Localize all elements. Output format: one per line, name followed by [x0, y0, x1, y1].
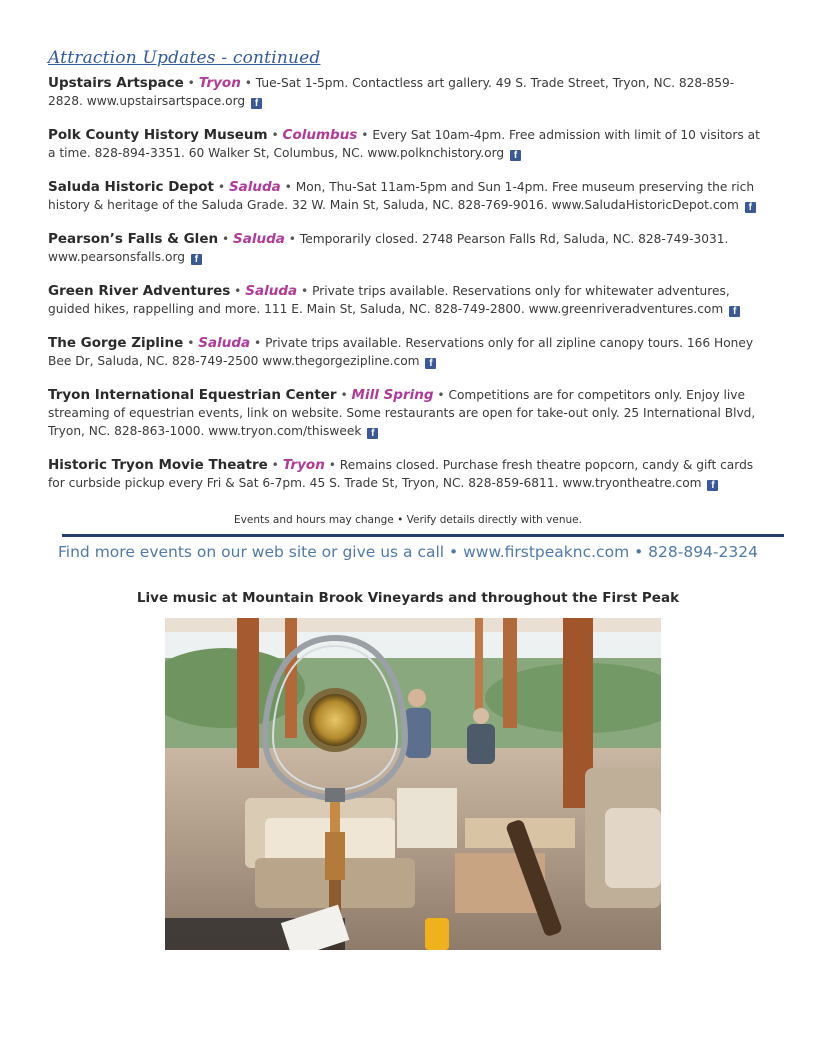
bullet-separator: •	[328, 458, 336, 472]
attraction-town: Saluda	[228, 179, 281, 195]
attraction-town: Tryon	[282, 457, 325, 473]
attraction-name: Historic Tryon Movie Theatre	[48, 457, 268, 473]
bullet-separator: •	[221, 232, 230, 246]
bullet-separator: •	[187, 336, 195, 350]
bullet-separator: •	[300, 284, 309, 298]
attraction-name: Pearson’s Falls & Glen	[48, 231, 219, 247]
facebook-icon[interactable]: f	[367, 428, 378, 439]
attraction-name: Green River Adventures	[48, 283, 231, 299]
attraction-town: Saluda	[198, 335, 251, 351]
facebook-icon[interactable]: f	[191, 254, 202, 265]
photo-illustration	[165, 618, 661, 950]
bullet-separator: •	[288, 232, 296, 246]
bullet-separator: •	[284, 180, 292, 194]
facebook-icon[interactable]: f	[425, 358, 436, 369]
bullet-separator: •	[437, 388, 445, 402]
facebook-icon[interactable]: f	[251, 98, 262, 109]
attraction-name: Saluda Historic Depot	[48, 179, 214, 195]
attraction-details: Private trips available. Reservations only for all zipline canopy tours. 166 Honey Bee Dr, Saluda, NC. 828-749-2500 www.thegorgezipline.com	[48, 336, 754, 368]
bullet-separator: •	[271, 128, 279, 142]
attraction-entry	[48, 456, 768, 492]
bullet-separator: •	[254, 336, 262, 350]
attraction-details: Every Sat 10am-4pm. Free admission with limit of 10 visitors at a time. 828-894-3351. 60 Walker St, Columbus, NC. www.polknchistory.org	[48, 128, 760, 160]
call-to-action: Find more events on our web site or give us a call • www.firstpeaknc.com • 828-894-2324	[58, 543, 758, 561]
section-heading: Attraction Updates - continued	[48, 48, 321, 68]
bullet-separator: •	[361, 128, 369, 142]
bullet-separator: •	[271, 458, 279, 472]
attraction-entry	[48, 74, 768, 110]
attraction-entry	[48, 178, 768, 214]
facebook-icon[interactable]: f	[510, 150, 521, 161]
facebook-icon[interactable]: f	[745, 202, 756, 213]
attraction-name: The Gorge Zipline	[48, 335, 184, 351]
bullet-separator: •	[234, 284, 242, 298]
attraction-name: Polk County History Museum	[48, 127, 268, 143]
attraction-name: Upstairs Artspace	[48, 75, 184, 91]
facebook-icon[interactable]: f	[707, 480, 718, 491]
attraction-entry	[48, 126, 768, 162]
divider	[62, 534, 784, 537]
attraction-town: Tryon	[198, 75, 241, 91]
attraction-town: Mill Spring	[351, 387, 434, 403]
attraction-details: Tue-Sat 1-5pm. Contactless art gallery. 49 S. Trade Street, Tryon, NC. 828-859-2828. www.upstairsartspace.org	[48, 76, 735, 108]
attraction-entry	[48, 230, 768, 266]
attraction-entry	[48, 334, 768, 370]
bullet-separator: •	[244, 76, 252, 90]
attraction-town: Saluda	[233, 231, 285, 247]
attraction-details: Mon, Thu-Sat 11am-5pm and Sun 1-4pm. Free museum preserving the rich history & heritage of the Saluda Grade. 32 W. Main St, Saluda, NC. 828-769-9016. www.SaludaHistoricDepot.com	[48, 180, 755, 212]
disclaimer-notice: Events and hours may change • Verify details directly with venue.	[234, 514, 582, 526]
attraction-entry	[48, 386, 768, 440]
bullet-separator: •	[187, 76, 195, 90]
attraction-list	[48, 74, 768, 508]
attraction-details: Remains closed. Purchase fresh theatre popcorn, candy & gift cards for curbside pickup every Fri & Sat 6-7pm. 45 S. Trade St, Tryon, NC. 828-859-6811. www.tryontheatre.com	[48, 458, 754, 490]
attraction-details: Private trips available. Reservations only for whitewater adventures, guided hikes, rappelling and more. 111 E. Main St, Saluda, NC. 828-749-2800. www.greenriveradventures.com	[48, 284, 730, 316]
attraction-entry	[48, 282, 768, 318]
photo-caption: Live music at Mountain Brook Vineyards and throughout the First Peak	[136, 590, 680, 606]
bullet-separator: •	[340, 388, 348, 402]
attraction-details: Temporarily closed. 2748 Pearson Falls Rd, Saluda, NC. 828-749-3031. www.pearsonsfalls.org	[48, 232, 729, 264]
bullet-separator: •	[217, 180, 226, 194]
attraction-name: Tryon International Equestrian Center	[48, 387, 337, 403]
attraction-town: Columbus	[282, 127, 358, 143]
facebook-icon[interactable]: f	[729, 306, 740, 317]
attraction-details: Competitions are for competitors only. Enjoy live streaming of equestrian events, link on website. Some restaurants are open for take-out only. 25 International Blvd, Tryon, NC. 828-863-1000. www.tryon.com/thisweek	[48, 388, 756, 438]
vineyard-microphone-photo	[165, 618, 661, 950]
attraction-town: Saluda	[245, 283, 298, 299]
